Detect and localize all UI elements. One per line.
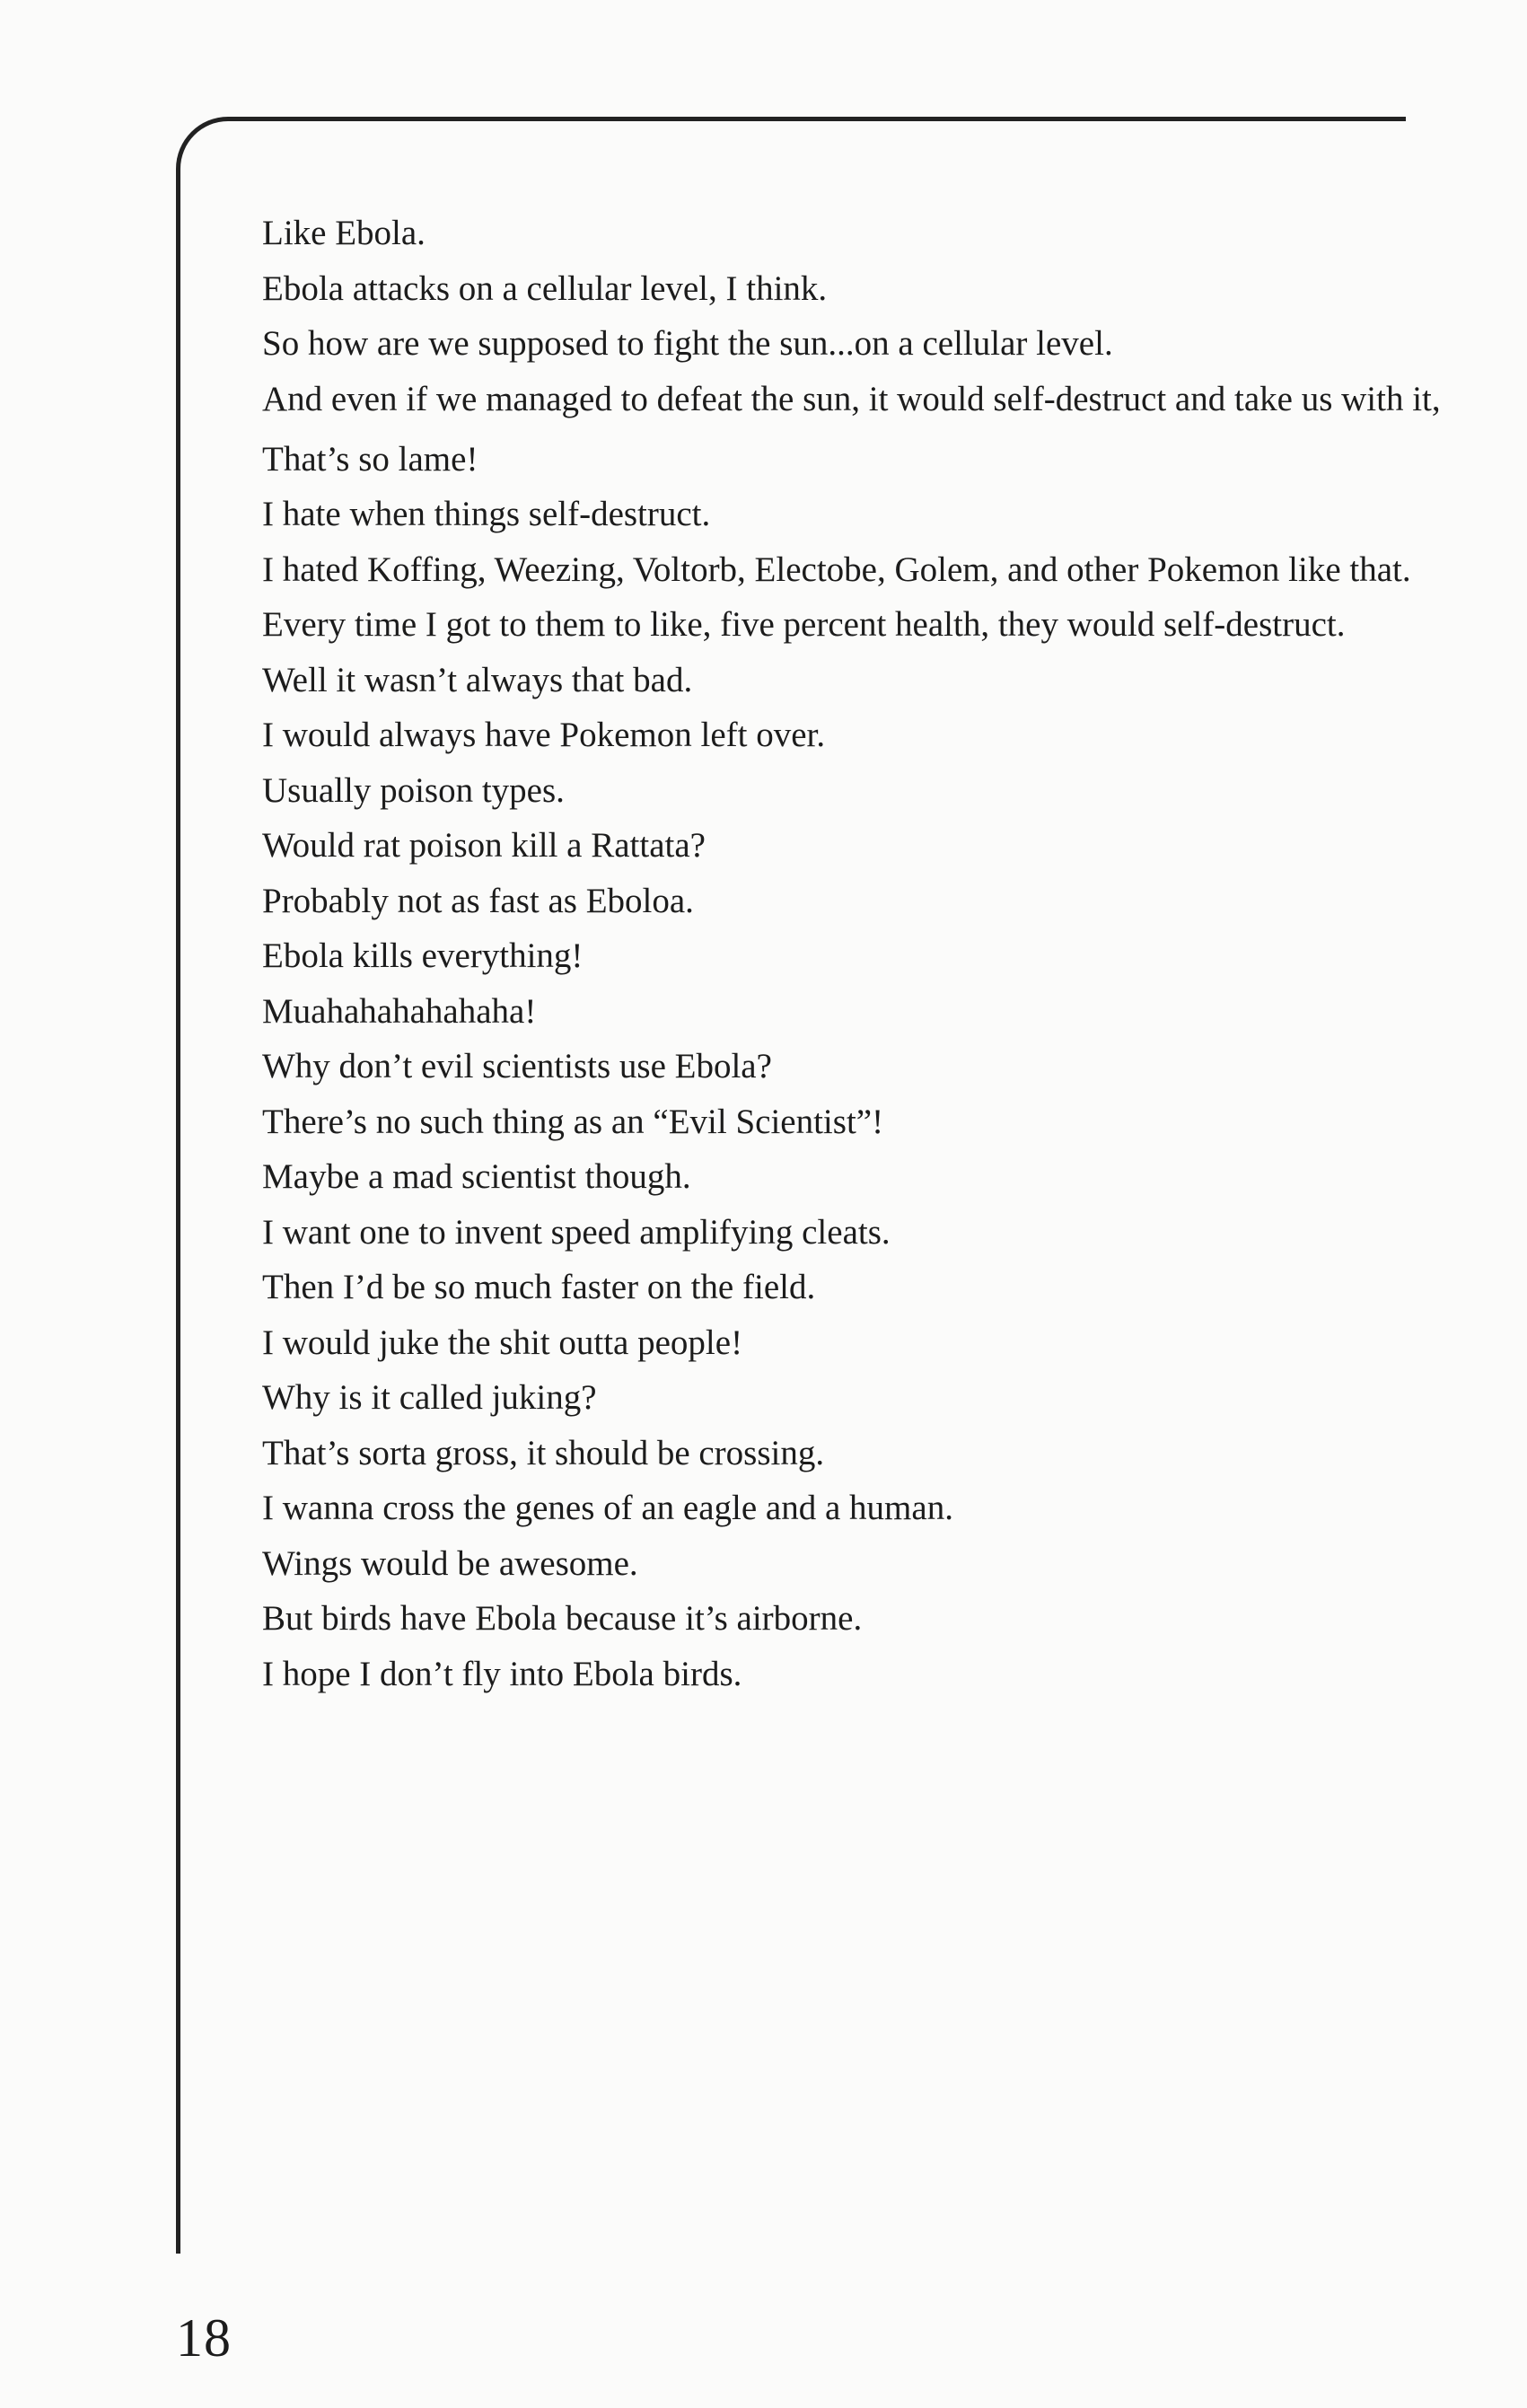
poem-line: There’s no such thing as an “Evil Scientist”! xyxy=(262,1102,884,1141)
poem-line: Every time I got to them to like, five percent health, they would self-destruct. xyxy=(262,605,1346,644)
poem-line: I would always have Pokemon left over. xyxy=(262,716,826,754)
poem-line: Then I’d be so much faster on the field. xyxy=(262,1268,816,1306)
poem-line: Why is it called juking? xyxy=(262,1378,597,1417)
poem-line: Like Ebola. xyxy=(262,214,426,252)
page-number: 18 xyxy=(176,2308,232,2368)
poem-line: Ebola attacks on a cellular level, I think. xyxy=(262,268,828,308)
poem-line: Probably not as fast as Eboloa. xyxy=(262,881,694,920)
poem-line: Wings would be awesome. xyxy=(262,1543,638,1583)
poem-line: Why don’t evil scientists use Ebola? xyxy=(262,1047,772,1085)
poem-line: I would juke the shit outta people! xyxy=(262,1323,743,1362)
poem-line: That’s sorta gross, it should be crossing. xyxy=(262,1433,825,1472)
poem-line: I hate when things self-destruct. xyxy=(262,495,711,533)
poem-line: So how are we supposed to fight the sun...on a cellular level. xyxy=(262,324,1113,363)
poem-line: Ebola kills everything! xyxy=(262,936,584,975)
poem-line: And even if we managed to defeat the sun, it would self-destruct and take us with it, xyxy=(262,379,1441,418)
poem-line: I wanna cross the genes of an eagle and a human. xyxy=(262,1489,953,1527)
poem-line: Muahahahahahaha! xyxy=(262,991,537,1031)
poem-line: Usually poison types. xyxy=(262,770,565,810)
poem-line: That’s so lame! xyxy=(262,439,478,479)
poem-line: I hope I don’t fly into Ebola birds. xyxy=(262,1654,742,1693)
poem-line: I want one to invent speed amplifying cleats. xyxy=(262,1212,891,1252)
poem-line: Would rat poison kill a Rattata? xyxy=(262,826,706,865)
poem-line: But birds have Ebola because it’s airborne. xyxy=(262,1599,863,1638)
poem-line: Well it wasn’t always that bad. xyxy=(262,660,693,699)
poem-line: Maybe a mad scientist though. xyxy=(262,1157,691,1196)
poem-line: I hated Koffing, Weezing, Voltorb, Electobe, Golem, and other Pokemon like that. xyxy=(262,549,1411,589)
poem-text xyxy=(262,206,1483,1701)
